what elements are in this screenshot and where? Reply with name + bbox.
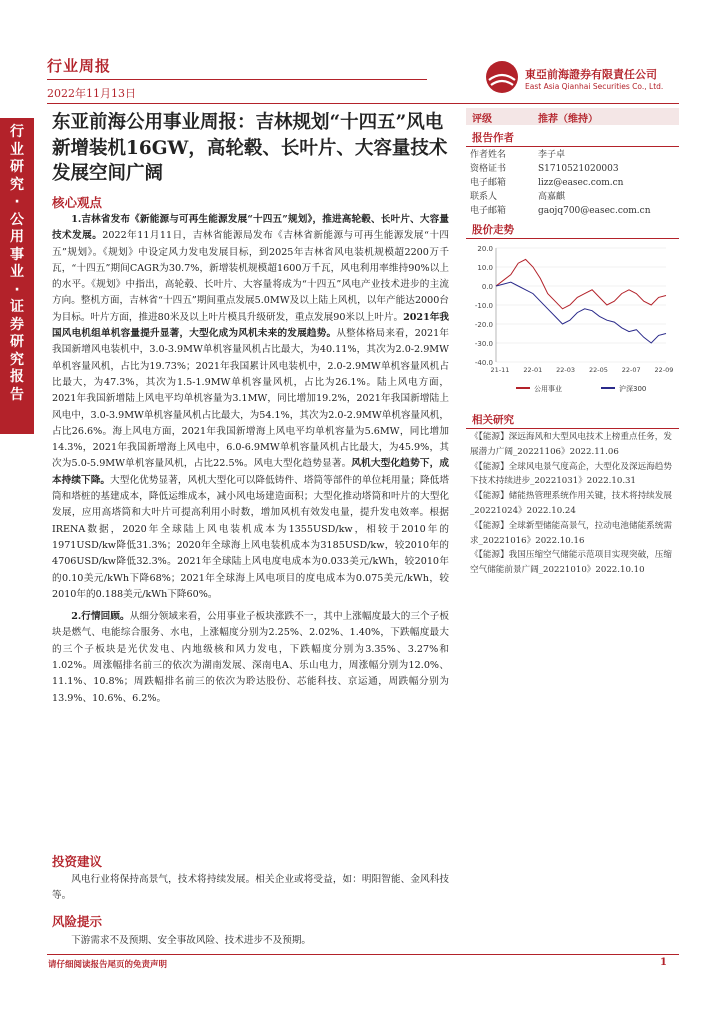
author-key: 电子邮箱 xyxy=(470,178,507,188)
vertical-banner-char: 券 xyxy=(10,316,24,333)
related-item[interactable]: 《【能源】储能热管理系统作用关键，技术将持续发展_20221024》2022.10.24 xyxy=(470,491,672,516)
chart-series-line xyxy=(496,282,666,343)
point1-subtitle: 2021年我国风电机组单机容量提升显著，大型化成为风机未来的发展趋势。 xyxy=(52,311,449,340)
author-value: 李子卓 xyxy=(538,150,566,160)
author-row xyxy=(470,190,565,205)
vertical-category-banner xyxy=(0,118,34,434)
point1-text: 2022年11月11日，吉林省能源局发布《吉林省新能源与可再生能源发展“十四五”规划》。《规划》中设定风力发电发展目标，到2025年吉林省风电装机规模超2200万千瓦，“十四五”期间CAGR为30.7%，新增装机规模超1600万千瓦，风电利用率维持90%以上的水平。《规划》中指出，高轮毂、长叶片、大容量将成为“十四五”风电产业技术进步的主流方向。整机方面，吉林省“十四五”期间重点发展5.0MW及以上陆上风机，以年产能达2000台为目标。叶片方面，推进80米及以上叶片模具升级研发，重点发展90米以上叶片。 xyxy=(52,230,449,323)
chart-y-tick-label: 0.0 xyxy=(481,283,493,291)
author-value: 高嘉麒 xyxy=(538,192,566,202)
chart-legend-label: 沪深300 xyxy=(619,385,647,393)
point1-text2: 从整体格局来看，2021年我国新增风电装机中，3.0-3.9MW单机容量风机占比最大，为40.11%，其次为2.0-2.9MW单机容量风机，占比为19.73%；2021年我国累计风电装机中，2.0-2.9MW单机容量风机占比最大，为47.3%，其次为1.5-1.9MW单机容量风机，占比为26.1%。陆上风电方面，2021年我国新增陆上风电平均单机容量为3.1MW，同比增加19.2%，2021年我国新增陆上风电中，3.0-3.9MW单机容量风机占比最大，为54.1%，其次为2.0-2.9MW单机容量风机，占比26.6%。海上风电方面，2021年我国新增海上风电平均单机容量为5.6MW，同比增加14.3%，2021年我国新增海上风电中，6.0-6.9MW单机容量风机占比最大，为45.9%，其次为5.0-5.9MW单机容量风机，占比22.5%。风电大型化趋势显著。 xyxy=(52,328,450,470)
chart-x-tick-label: 22-09 xyxy=(654,366,674,374)
vertical-banner-char: 事 xyxy=(10,246,24,263)
vertical-banner-char: · xyxy=(14,281,20,298)
core-views-heading: 核心观点 xyxy=(52,195,103,210)
authors-heading: 报告作者 xyxy=(472,132,514,144)
chart-y-tick-label: -20.0 xyxy=(474,321,493,329)
vertical-banner-char: 报 xyxy=(10,369,24,385)
chart-x-tick-label: 22-01 xyxy=(523,366,543,374)
author-key: 电子邮箱 xyxy=(470,206,507,216)
vertical-banner-text xyxy=(0,124,34,404)
vertical-banner-char: 行 xyxy=(10,124,24,140)
author-row[interactable] xyxy=(470,176,623,191)
related-item[interactable]: 《【能源】深远海风和大型风电技术上榜重点任务，发展潜力广阔_20221106》2022.11.06 xyxy=(470,432,672,457)
rating-bar xyxy=(466,108,679,125)
related-item[interactable]: 《【能源】全球新型储能高景气，拉动电池储能系统需求_20221016》2022.10.16 xyxy=(470,520,672,546)
investment-text: 风电行业将保持高景气，技术将持续发展。相关企业或将受益，如：明阳智能、金风科技等。 xyxy=(52,874,449,902)
risk-heading: 风险提示 xyxy=(52,914,103,929)
report-title: 东亚前海公用事业周报：吉林规划“十四五”风电新增装机16GW，高轮毂、长叶片、大容量技术发展空间广阔 xyxy=(52,112,448,184)
vertical-banner-char: 究 xyxy=(10,351,24,368)
related-item[interactable]: 《【能源】全球风电景气度高企，大型化及深远海趋势下技术持续进步_20221031》2022.10.31 xyxy=(470,461,672,487)
company-name-en: East Asia Qianhai Securities Co., Ltd. xyxy=(525,82,664,91)
vertical-banner-char: 业 xyxy=(10,141,24,158)
chart-y-tick-label: -30.0 xyxy=(474,340,493,348)
point2-title: 2.行情回顾。 xyxy=(71,611,130,623)
author-email-link: lizz@easec.com.cn xyxy=(538,178,624,188)
rating-label: 评级 xyxy=(472,114,492,125)
author-email-link: gaojq700@easec.com.cn xyxy=(538,206,651,216)
author-key: 联系人 xyxy=(470,192,498,202)
vertical-banner-char: 告 xyxy=(10,386,24,403)
chart-heading: 股价走势 xyxy=(472,224,514,236)
vertical-banner-char: 研 xyxy=(10,334,24,350)
chart-x-tick-label: 22-07 xyxy=(621,366,641,374)
vertical-banner-char: 究 xyxy=(10,176,24,193)
author-key: 资格证书 xyxy=(470,164,507,174)
point1-subtitle2: 风机大型化趋势下，成本持续下降。 xyxy=(52,458,450,486)
chart-y-tick-label: 10.0 xyxy=(477,264,493,272)
header-divider xyxy=(47,79,427,80)
point2-text: 从细分领域来看，公用事业子板块涨跌不一，其中上涨幅度最大的三个子板块是燃气、电能综合服务、水电，上涨幅度分别为2.25%、2.02%、1.40%，下跌幅度最大的三个子板块是光伏发电、内地级核和风力发电，下跌幅度分别为3.35%、3.27%和1.02%。周涨幅排名前三的依次为湖南发展、深南电A、乐山电力，周涨幅分别为12.0%、11.1%、10.8%；周跌幅排名前三的依次为聆达股份、芯能科技、京运通，周跌幅分别为13.9%、10.6%、6.2%。 xyxy=(52,611,450,704)
chart-x-tick-label: 22-05 xyxy=(588,366,608,374)
related-item[interactable]: 《【能源】我国压缩空气储能示范项目实现突破，压缩空气储能前景广阔_20221010》2022.10.10 xyxy=(470,550,672,576)
rating-value: 推荐（维持） xyxy=(538,114,598,125)
investment-body xyxy=(52,872,449,905)
page-number: 1 xyxy=(660,957,667,968)
report-type: 行业周报 xyxy=(47,57,112,75)
vertical-banner-char: 证 xyxy=(10,299,24,315)
vertical-banner-char: 业 xyxy=(10,264,24,280)
author-key: 作者姓名 xyxy=(470,150,507,160)
chart-x-tick-label: 22-03 xyxy=(556,366,576,374)
chart-y-tick-label: -10.0 xyxy=(474,302,493,310)
footer-rule xyxy=(47,954,679,955)
vertical-banner-char: · xyxy=(14,194,20,210)
authors-divider xyxy=(466,146,679,147)
related-heading: 相关研究 xyxy=(472,414,514,426)
top-rule xyxy=(47,103,679,104)
vertical-banner-char: 研 xyxy=(10,159,24,175)
related-divider xyxy=(466,428,679,429)
investment-heading: 投资建议 xyxy=(52,854,103,869)
company-name-cn: 東亞前海證券有限責任公司 xyxy=(525,68,657,81)
core-views-body xyxy=(52,212,449,707)
author-row xyxy=(470,162,619,177)
chart-x-tick-label: 21-11 xyxy=(490,366,510,374)
stock-price-chart xyxy=(466,240,679,400)
related-research-list xyxy=(470,430,680,578)
chart-y-tick-label: 20.0 xyxy=(477,245,493,253)
chart-y-tick-label: -40.0 xyxy=(474,359,493,367)
risk-text: 下游需求不及预期、安全事故风险、技术进步不及预期。 xyxy=(71,935,312,946)
author-row[interactable] xyxy=(470,204,651,219)
risk-body xyxy=(52,933,449,949)
vertical-banner-char: 公 xyxy=(10,211,24,228)
footer-disclaimer: 请仔细阅读报告尾页的免责声明 xyxy=(48,960,168,970)
company-logo-icon xyxy=(485,60,519,94)
vertical-banner-char: 用 xyxy=(10,229,24,245)
chart-legend-label: 公用事业 xyxy=(534,385,562,393)
point1-text3: 大型化优势显著，风机大型化可以降低铸件、塔筒等部件的单位耗用量；降低塔筒和塔桩的基建成本，降低运维成本，减小风电场建造面积；大型化推动塔筒和叶片的大型化发展，应用高塔筒和大叶片可提高利用小时数，增加风机有效发电量，提升发电效率。根据IRENA数据，2020年全球陆上风电装机成本为1355USD/kw，相较于2010年的1971USD/kw降低31.3%；2020年全球海上风电装机成本为3185USD/kw，较2010年的4706USD/kw降低32.3%。2021年全球陆上风电度电成本为0.033美元/kWh，较2010年的0.10美元/kWh下降68%；2021年全球海上风电项目的度电成本为0.075美元/kWh，较2010年的0.188美元/kWh下降60%。 xyxy=(52,474,450,600)
chart-divider xyxy=(466,238,679,239)
point1-title: 1.吉林省发布《新能源与可再生能源发展“十四五”规划》，推进高轮毂、长叶片、大容量技术发展。 xyxy=(52,214,449,242)
author-row xyxy=(470,148,565,163)
author-value: S1710521020003 xyxy=(538,164,619,174)
report-date: 2022年11月13日 xyxy=(47,87,136,100)
